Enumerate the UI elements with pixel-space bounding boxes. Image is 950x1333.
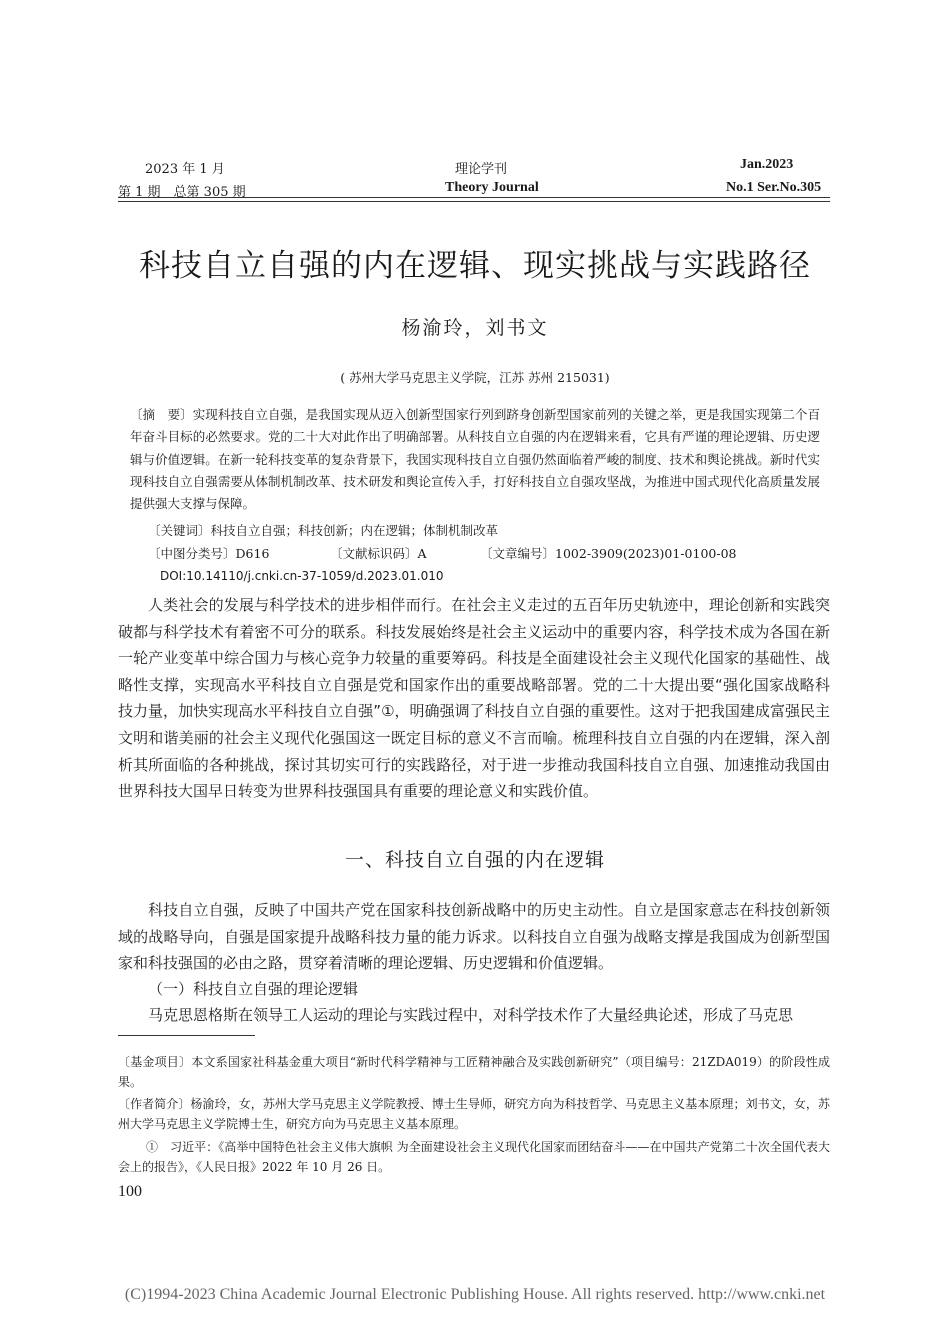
intro-paragraph: 人类社会的发展与科学技术的进步相伴而行。在社会主义走过的五百年历史轨迹中，理论创新和实践突破都与科学技术有着密不可分的联系。科技发展始终是社会主义运动中的重要内容，科学技术成为各国在新一轮产业变革中综合国力与核心竞争力较量的重要筹码。科技是全面建设社会主义现代化国家的基础性、战略性支撑，实现高水平科技自立自强是党和国家作出的重要战略部署。党的二十大提出要“强化国家战略科技力量，加快实现高水平科技自立自强”①，明确强调了科技自立自强的重要性。这对于把我国建成富强民主文明和谐美丽的社会主义现代化强国这一既定目标的意义不言而喻。梳理科技自立自强的内在逻辑，深入剖析其所面临的各种挑战，探讨其切实可行的实践路径，对于进一步推动我国科技自立自强、加速推动我国由世界科技大国早日转变为世界科技强国具有重要的理论意义和实践价值。 bbox=[118, 596, 830, 801]
clc-value: D616 bbox=[235, 546, 270, 561]
footnote-1 bbox=[118, 1137, 830, 1178]
article-number bbox=[480, 544, 737, 562]
abstract-text: 实现科技自立自强，是我国实现从迈入创新型国家行列到跻身创新型国家前列的关键之举，更是我国实现第二个百年奋斗目标的必然要求。党的二十大对此作出了明确部署。从科技自立自强的内在逻辑来看，它具有严谨的理论逻辑、历史逻辑与价值逻辑。在新一轮科技变革的复杂背景下，我国实现科技自立自强仍然面临着严峻的制度、技术和舆论挑战。新时代实现科技自立自强需要从体制机制改革、技术研发和舆论宣传入手，打好科技自立自强攻坚战，为推进中国式现代化高质量发展提供强大支撑与保障。 bbox=[130, 407, 820, 512]
doi: DOI:10.14110/j.cnki.cn-37-1059/d.2023.01.010 bbox=[160, 569, 444, 583]
article-value: 1002-3909(2023)01-0100-08 bbox=[555, 546, 737, 561]
footnote-1-mark: ① bbox=[146, 1140, 159, 1154]
author-tag: 〔作者简介〕 bbox=[118, 1097, 191, 1111]
header-date-cn: 2023 年 1 月 bbox=[145, 162, 225, 177]
doc-tag: 〔文献标识码〕 bbox=[330, 546, 418, 561]
clc-tag: 〔中图分类号〕 bbox=[148, 546, 236, 561]
keywords-text: 科技自立自强；科技创新；内在逻辑；体制机制改革 bbox=[210, 523, 499, 538]
author-text: 杨渝玲，女，苏州大学马克思主义学院教授、博士生导师，研究方向为科技哲学、马克思主义基本原理；刘书文，女，苏州大学马克思主义学院博士生，研究方向为马克思主义基本原理。 bbox=[118, 1097, 830, 1132]
header-journal-cn: 理论学刊 bbox=[455, 162, 508, 177]
document-code bbox=[330, 544, 427, 562]
doc-value: A bbox=[417, 546, 427, 561]
footnote-1-text: 习近平：《高举中国特色社会主义伟大旗帜 为全面建设社会主义现代化国家而团结奋斗——在中国共产党第二十次全国代表大会上的报告》，《人民日报》2022 年 10 月 26 日。 bbox=[118, 1140, 830, 1175]
keywords bbox=[148, 521, 498, 539]
header-issue-cn: 第 1 期 总第 305 期 bbox=[118, 185, 246, 200]
abstract bbox=[130, 404, 820, 515]
subsection-title: （一）科技自立自强的理论逻辑 bbox=[148, 980, 359, 998]
header-rule-second bbox=[118, 201, 830, 202]
header-rule bbox=[118, 197, 830, 198]
section-title: 一、科技自立自强的内在逻辑 bbox=[344, 849, 605, 871]
section-paragraph: 科技自立自强，反映了中国共产党在国家科技创新战略中的历史主动性。自立是国家意志在科技创新领域的战略导向，自强是国家提升战略科技力量的能力诉求。以科技自立自强为战略支撑是我国成为创新型国家和科技强国的必由之路，贯穿着清晰的理论逻辑、历史逻辑和价值逻辑。 bbox=[118, 901, 830, 973]
clc-number bbox=[148, 544, 269, 562]
footnote-fund bbox=[118, 1052, 830, 1093]
footnote-rule bbox=[118, 1035, 255, 1036]
subsection-paragraph: 马克思恩格斯在领导工人运动的理论与实践过程中，对科学技术作了大量经典论述，形成了马克思 bbox=[148, 1006, 794, 1024]
fund-text: 本文系国家社科基金重大项目“新时代科学精神与工匠精神融合及实践创新研究”（项目编号：21ZDA019）的阶段性成果。 bbox=[118, 1055, 830, 1090]
abstract-tag: 〔摘 要〕 bbox=[130, 407, 193, 422]
header-issue-en: No.1 Ser.No.305 bbox=[726, 180, 822, 195]
affiliation: ( 苏州大学马克思主义学院，江苏 苏州 215031) bbox=[340, 370, 610, 385]
article-title: 科技自立自强的内在逻辑、现实挑战与实践路径 bbox=[139, 248, 811, 284]
fund-tag: 〔基金项目〕 bbox=[118, 1055, 192, 1069]
page-number: 100 bbox=[118, 1183, 142, 1200]
authors: 杨渝玲，刘书文 bbox=[401, 317, 549, 339]
footnote-author bbox=[118, 1094, 830, 1135]
copyright-notice: (C)1994-2023 China Academic Journal Electronic Publishing House. All rights reserved. http://www.cnki.net bbox=[124, 1286, 826, 1303]
article-tag: 〔文章编号〕 bbox=[480, 546, 556, 561]
keywords-tag: 〔关键词〕 bbox=[148, 523, 211, 538]
header-date-en: Jan.2023 bbox=[740, 157, 794, 172]
header-journal-en: Theory Journal bbox=[445, 180, 539, 195]
